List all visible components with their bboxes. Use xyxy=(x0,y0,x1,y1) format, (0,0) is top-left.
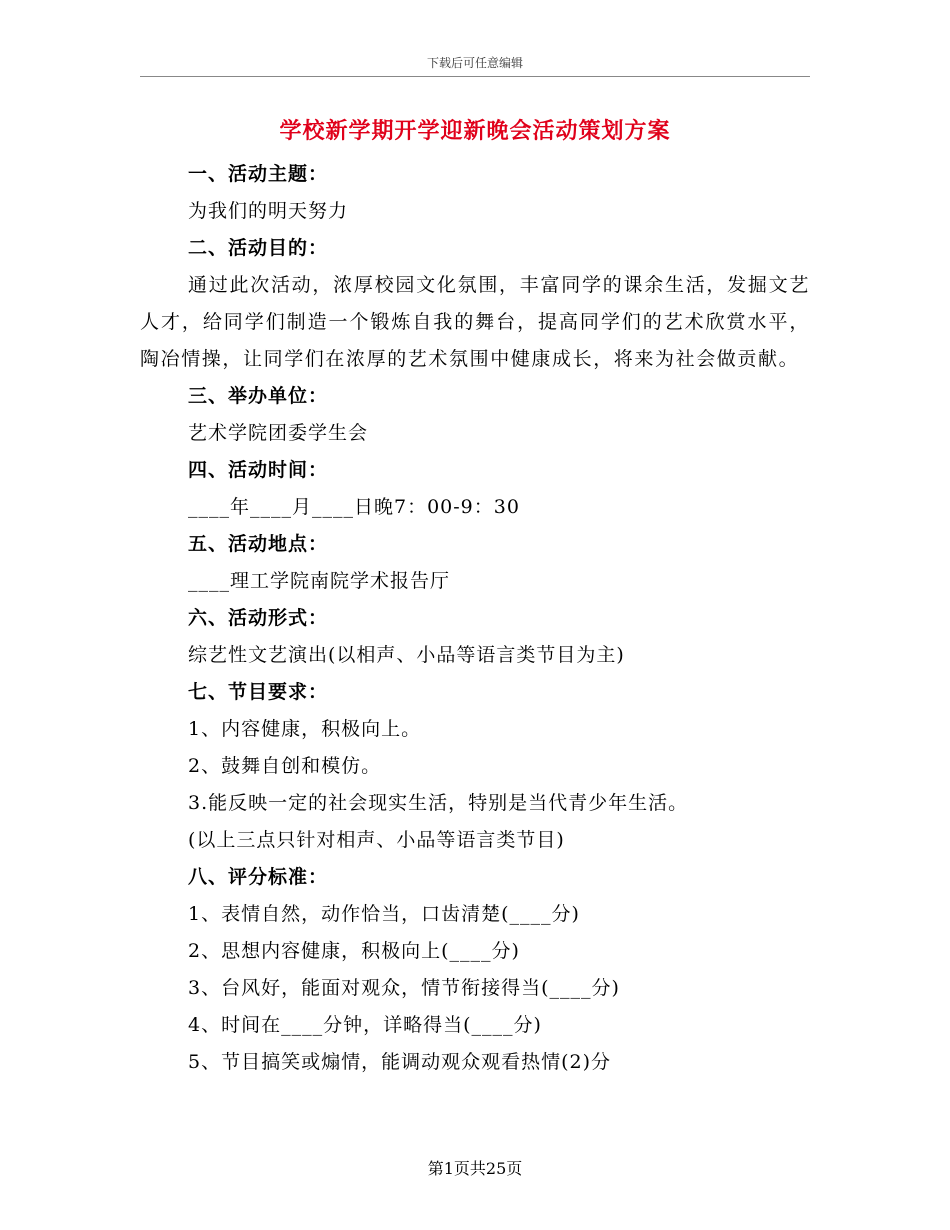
section-5-heading: 五、活动地点： xyxy=(188,533,329,555)
list-item: 3、台风好，能面对观众，情节衔接得当(____分) xyxy=(188,977,620,999)
section-1-text: 为我们的明天努力 xyxy=(188,200,349,222)
header-note: 下载后可任意编辑 xyxy=(426,56,523,70)
section-3-heading: 三、举办单位： xyxy=(188,385,329,407)
list-item: 1、表情自然，动作恰当，口齿清楚(____分) xyxy=(188,903,580,925)
list-item: 3.能反映一定的社会现实生活，特别是当代青少年生活。 xyxy=(188,792,689,814)
list-item: 4、时间在____分钟，详略得当(____分) xyxy=(188,1014,542,1036)
list-item: 1、内容健康，积极向上。 xyxy=(188,718,422,740)
section-2-heading: 二、活动目的： xyxy=(188,237,329,259)
list-item: 5、节目搞笑或煽情，能调动观众观看热情(2)分 xyxy=(188,1051,612,1073)
header-divider xyxy=(140,76,810,77)
section-1-heading: 一、活动主题： xyxy=(188,163,329,185)
section-3-text: 艺术学院团委学生会 xyxy=(188,422,369,444)
document-title: 学校新学期开学迎新晚会活动策划方案 xyxy=(279,118,671,144)
section-4-heading: 四、活动时间： xyxy=(188,459,329,481)
list-note: (以上三点只针对相声、小品等语言类节目) xyxy=(188,829,565,851)
section-8-heading: 八、评分标准： xyxy=(188,866,329,888)
section-6-text: 综艺性文艺演出(以相声、小品等语言类节目为主) xyxy=(188,644,625,666)
list-item: 2、鼓舞自创和模仿。 xyxy=(188,755,382,777)
section-4-text: ____年____月____日晚7：00-9：30 xyxy=(188,496,520,518)
document-body xyxy=(140,156,810,1081)
section-2-paragraph: 通过此次活动，浓厚校园文化氛围，丰富同学的课余生活，发掘文艺人才，给同学们制造一个锻炼自我的舞台，提高同学们的艺术欣赏水平，陶冶情操，让同学们在浓厚的艺术氛围中健康成长，将来为社会做贡献。 xyxy=(140,274,810,370)
page-number: 第1页共25页 xyxy=(427,1159,523,1178)
section-7-heading: 七、节目要求： xyxy=(188,681,329,703)
list-item: 2、思想内容健康，积极向上(____分) xyxy=(188,940,520,962)
section-6-heading: 六、活动形式： xyxy=(188,607,329,629)
section-5-text: ____理工学院南院学术报告厅 xyxy=(188,570,451,592)
